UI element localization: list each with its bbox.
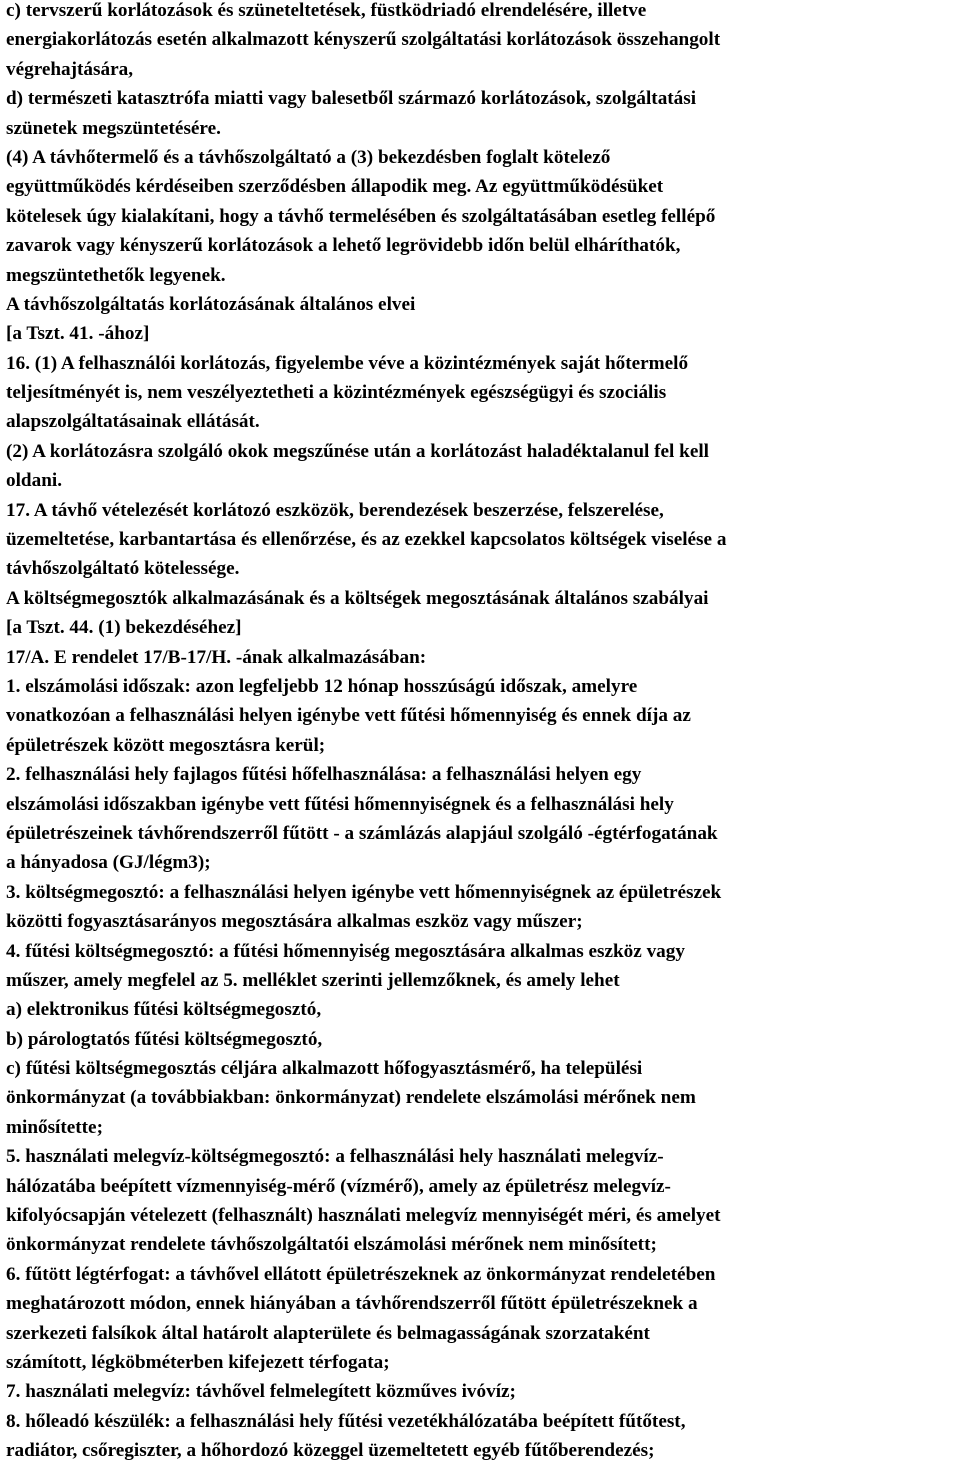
text-line: 8. hőleadó készülék: a felhasználási hely fűtési vezetékhálózatába beépített fűtőtest, [6, 1410, 686, 1432]
text-line: szünetek megszüntetésére. [6, 117, 221, 139]
text-line: számított, légköbméterben kifejezett térfogata; [6, 1351, 390, 1373]
text-line: (4) A távhőtermelő és a távhőszolgáltató a (3) bekezdésben foglalt kötelező [6, 146, 611, 168]
text-line: vonatkozóan a felhasználási helyen igénybe vett fűtési hőmennyiség és ennek díja az [6, 705, 691, 727]
text-line: üzemeltetése, karbantartása és ellenőrzése, és az ezekkel kapcsolatos költségek viselése a [6, 529, 727, 551]
text-line: 7. használati melegvíz: távhővel felmelegített közműves ivóvíz; [6, 1381, 516, 1403]
text-line: c) fűtési költségmegosztás céljára alkalmazott hőfogyasztásmérő, ha települési [6, 1058, 643, 1080]
text-line: távhőszolgáltató kötelessége. [6, 558, 240, 580]
text-line: végrehajtására, [6, 58, 133, 80]
text-line: d) természeti katasztrófa miatti vagy balesetből származó korlátozások, szolgáltatási [6, 88, 697, 110]
text-line: 1. elszámolási időszak: azon legfeljebb 12 hónap hosszúságú időszak, amelyre [6, 675, 638, 697]
text-line: épületrészek között megosztásra kerül; [6, 734, 326, 756]
section-heading: A költségmegosztók alkalmazásának és a költségek megosztásának általános szabályai [6, 587, 709, 609]
section-reference: [a Tszt. 41. -ához] [6, 323, 150, 345]
text-line: teljesítményét is, nem veszélyeztetheti a közintézmények egészségügyi és szociális [6, 382, 667, 404]
text-line: radiátor, csőregiszter, a hőhordozó közeggel üzemeltetett egyéb fűtőberendezés; [6, 1440, 655, 1462]
text-line: 3. költségmegosztó: a felhasználási helyen igénybe vett hőmennyiségnek az épületrészek [6, 881, 722, 903]
text-line: műszer, amely megfelel az 5. melléklet szerinti jellemzőknek, és amely lehet [6, 969, 620, 991]
text-line: c) tervszerű korlátozások és szüneteltetések, füstködriadó elrendelésére, illetve [6, 0, 647, 21]
text-line: megszüntethetők legyenek. [6, 264, 226, 286]
section-heading: A távhőszolgáltatás korlátozásának általános elvei [6, 293, 416, 315]
text-line: 2. felhasználási hely fajlagos fűtési hőfelhasználása: a felhasználási helyen egy [6, 764, 642, 786]
text-line: önkormányzat rendelete távhőszolgáltatói elszámolási mérőnek nem minősített; [6, 1234, 657, 1256]
text-line: b) párologtatós fűtési költségmegosztó, [6, 1028, 323, 1050]
text-line: szerkezeti falsíkok által határolt alapterülete és belmagasságának szorzataként [6, 1322, 650, 1344]
text-line: a hányadosa (GJ/légm3); [6, 852, 211, 874]
text-line: 4. fűtési költségmegosztó: a fűtési hőmennyiség megosztására alkalmas eszköz vagy [6, 940, 685, 962]
text-line: 17. A távhő vételezését korlátozó eszközök, berendezések beszerzése, felszerelése, [6, 499, 664, 521]
text-line: (2) A korlátozásra szolgáló okok megszűnése után a korlátozást haladéktalanul fel kell [6, 440, 710, 462]
text-line: oldani. [6, 470, 62, 492]
text-line: épületrészeinek távhőrendszerről fűtött - a számlázás alapjául szolgáló -égtérfogatának [6, 822, 718, 844]
text-line: zavarok vagy kényszerű korlátozások a lehető legrövidebb időn belül elháríthatók, [6, 235, 681, 257]
section-reference: [a Tszt. 44. (1) bekezdéséhez] [6, 617, 242, 639]
text-line: kötelesek úgy kialakítani, hogy a távhő termelésében és szolgáltatásában esetleg fellépő [6, 205, 716, 227]
text-line: a) elektronikus fűtési költségmegosztó, [6, 999, 322, 1021]
text-line: együttműködés kérdéseiben szerződésben állapodik meg. Az együttműködésüket [6, 176, 664, 198]
text-line: energiakorlátozás esetén alkalmazott kényszerű szolgáltatási korlátozások összehangolt [6, 29, 721, 51]
text-line: 16. (1) A felhasználói korlátozás, figyelembe véve a közintézmények saját hőtermelő [6, 352, 689, 374]
text-line: meghatározott módon, ennek hiányában a távhőrendszerről fűtött épületrészeknek a [6, 1293, 698, 1315]
text-line: 17/A. E rendelet 17/B-17/H. -ának alkalmazásában: [6, 646, 427, 668]
text-line: 6. fűtött légtérfogat: a távhővel ellátott épületrészeknek az önkormányzat rendeletében [6, 1263, 716, 1285]
text-line: hálózatába beépített vízmennyiség-mérő (vízmérő), amely az épületrész melegvíz- [6, 1175, 671, 1197]
text-line: közötti fogyasztásarányos megosztására alkalmas eszköz vagy műszer; [6, 911, 583, 933]
text-line: minősítette; [6, 1116, 103, 1138]
text-line: kifolyócsapján vételezett (felhasznált) használati melegvíz mennyiségét méri, és amelyet [6, 1205, 721, 1227]
text-line: elszámolási időszakban igénybe vett fűtési hőmennyiségnek és a felhasználási hely [6, 793, 674, 815]
text-line: alapszolgáltatásainak ellátását. [6, 411, 260, 433]
text-line: 5. használati melegvíz-költségmegosztó: a felhasználási hely használati melegvíz- [6, 1146, 664, 1168]
text-line: önkormányzat (a továbbiakban: önkormányzat) rendelete elszámolási mérőnek nem [6, 1087, 696, 1109]
